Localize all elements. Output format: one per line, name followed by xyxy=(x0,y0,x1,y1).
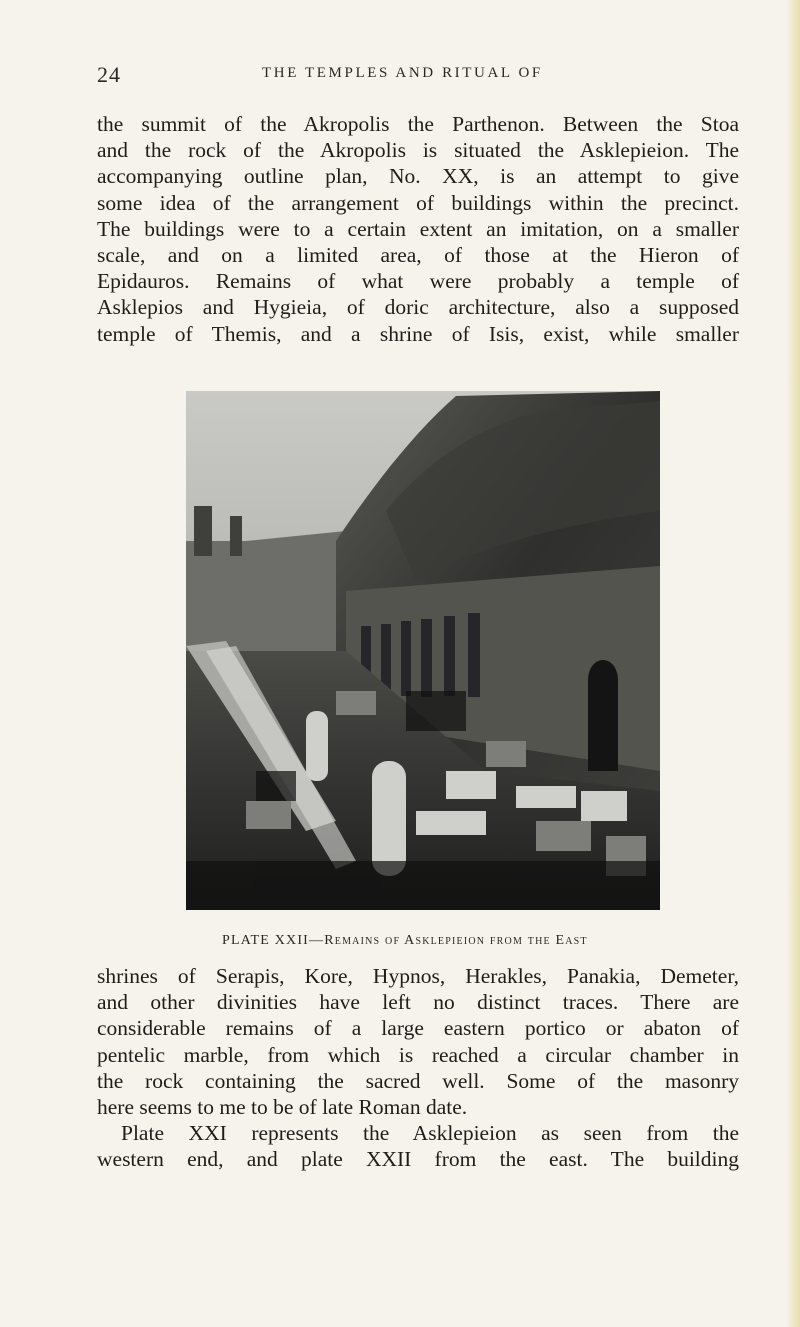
text-line: pentelic marble, from which is reached a circular chamber in xyxy=(97,1042,739,1067)
text-line: shrines of Serapis, Kore, Hypnos, Herakles, Panakia, Demeter, xyxy=(97,964,739,988)
text-line: here seems to me to be of late Roman date. xyxy=(97,1094,468,1119)
paragraph-bottom xyxy=(97,963,739,1173)
text-line: scale, and on a limited area, of those at the Hieron of xyxy=(97,242,739,267)
text-line: Asklepios and Hygieia, of doric architecture, also a supposed xyxy=(97,295,739,320)
text-line: the rock containing the sacred well. Some of the masonry xyxy=(97,1068,739,1093)
page-number: 24 xyxy=(97,62,121,87)
text-line: temple of Themis, and a shrine of Isis, exist, while smaller xyxy=(97,321,739,346)
text-line: considerable remains of a large eastern portico or abaton of xyxy=(97,1016,739,1041)
plate-photograph xyxy=(186,391,660,910)
plate-caption xyxy=(222,933,588,949)
text-line: and other divinities have left no distinct traces. There are xyxy=(97,990,739,1015)
plate-label: PLATE XXII xyxy=(222,933,310,948)
text-line: Epidauros. Remains of what were probably a temple of xyxy=(97,269,739,294)
text-line: accompanying outline plan, No. XX, is an attempt to give xyxy=(97,164,739,189)
page-header xyxy=(97,62,737,90)
text-line: Plate XXI represents the Asklepieion as seen from the xyxy=(121,1121,739,1146)
text-line: some idea of the arrangement of buildings within the precinct. xyxy=(97,190,739,215)
plate-caption-text: —Remains of Asklepieion from the East xyxy=(309,933,588,948)
text-line: western end, and plate XXII from the east. The building xyxy=(97,1147,739,1172)
paragraph-top xyxy=(97,111,739,347)
running-title: THE TEMPLES AND RITUAL OF xyxy=(262,65,543,81)
page-edge-shadow xyxy=(786,0,800,1327)
text-line: the summit of the Akropolis the Parthenon. Between the Stoa xyxy=(97,112,739,136)
text-line: and the rock of the Akropolis is situated the Asklepieion. The xyxy=(97,138,739,163)
text-line: The buildings were to a certain extent an imitation, on a smaller xyxy=(97,216,739,241)
